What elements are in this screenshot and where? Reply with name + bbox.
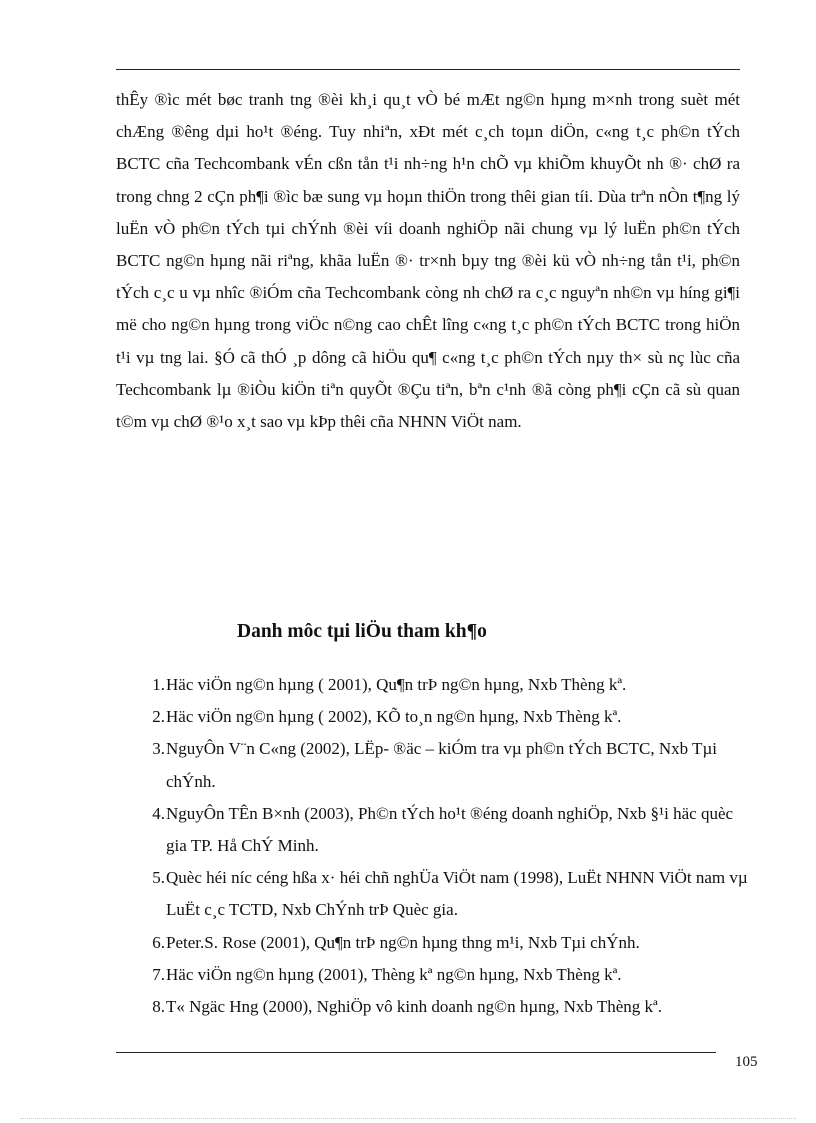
- reference-item: [128, 733, 748, 797]
- reference-text: T« Ngäc Hng (2000), NghiÖp vô kinh doanh ng©n hµng, Nxb Thèng kª.: [166, 997, 662, 1017]
- reference-text: Quèc héi níc céng hßa x· héi chñ nghÜa ViÖt nam (1998), LuËt NHNN ViÖt nam vµ LuËt c¸c TCTD, Nxb ChÝnh trÞ Quèc gia.: [166, 868, 748, 920]
- reference-text: NguyÔn TÊn B×nh (2003), Ph©n tÝch ho¹t ®éng doanh nghiÖp, Nxb §¹i häc quèc gia TP. Hå ChÝ Minh.: [166, 803, 734, 856]
- reference-item: [128, 798, 748, 862]
- reference-number: 7.: [152, 964, 165, 984]
- reference-item: [128, 669, 748, 701]
- references-heading: Danh môc tµi liÖu tham kh¶o: [237, 621, 487, 642]
- reference-text: Häc viÖn ng©n hµng ( 2002), KÕ to¸n ng©n hµng, Nxb Thèng kª.: [166, 707, 622, 727]
- reference-number: 5.: [152, 868, 165, 888]
- reference-number: 8.: [152, 997, 165, 1017]
- reference-item: [128, 701, 748, 733]
- header-rule: [116, 69, 740, 70]
- reference-number: 4.: [152, 803, 165, 823]
- references-list: [128, 669, 748, 1023]
- reference-number: 3.: [152, 739, 165, 759]
- page-edge-dotted-line: [20, 1118, 796, 1119]
- reference-number: 1.: [152, 675, 165, 694]
- body-paragraph: thÊy ®ìc mét bøc tranh tng ®èi kh¸i qu¸t vÒ bé mÆt ng©n hµng m×nh trong suèt mét chÆng ®êng dµi ho¹t ®éng. Tuy nhiªn, xÐt mét c¸ch toµn diÖn, c«ng t¸c ph©n tÝch BCTC cña Techcombank vÉn cßn tån t¹i nh÷ng h¹n chÕ vµ khiÕm khuyÕt nh ®· chØ ra trong chng 2 cÇn ph¶i ®ìc bæ sung vµ hoµn thiÖn trong thêi gian tíi. Dùa trªn nÒn t¶ng lý luËn vÒ ph©n tÝch tµi chÝnh ®èi víi doanh nghiÖp nãi chung vµ lý luËn ph©n tÝch BCTC ng©n hµng nãi riªng, khãa luËn ®· tr×nh bµy tng ®èi kü vÒ nh÷ng tån t¹i, ph©n tÝch c¸c u vµ nhîc ®iÓm cña Techcombank còng nh chØ ra c¸c nguyªn nh©n vµ híng gi¶i më cho ng©n hµng trong viÖc n©ng cao chÊt lîng c«ng t¸c ph©n tÝch BCTC trong hiÖn t¹i vµ tng lai. §Ó cã thÓ ¸p dông cã hiÖu qu¶ c«ng t¸c ph©n tÝch nµy th× sù nç lùc cña Techcombank lµ ®iÒu kiÖn tiªn quyÕt ®Çu tiªn, bªn c¹nh ®ã còng ph¶i cÇn cã sù quan t©m vµ chØ ®¹o x¸t sao vµ kÞp thêi cña NHNN ViÖt nam.: [116, 90, 740, 432]
- reference-item: [128, 991, 748, 1023]
- reference-text: Häc viÖn ng©n hµng (2001), Thèng kª ng©n hµng, Nxb Thèng kª.: [166, 964, 622, 984]
- reference-item: [128, 927, 748, 959]
- reference-text: Häc viÖn ng©n hµng ( 2001), Qu¶n trÞ ng©n hµng, Nxb Thèng kª.: [166, 675, 627, 694]
- reference-number: 6.: [152, 932, 165, 952]
- reference-item: [128, 862, 748, 926]
- reference-text: NguyÔn V¨n C«ng (2002), LËp- ®äc – kiÓm tra vµ ph©n tÝch BCTC, Nxb Tµi chÝnh.: [166, 739, 717, 791]
- page-number: 105: [735, 1054, 758, 1070]
- reference-item: [128, 959, 748, 991]
- reference-text: Peter.S. Rose (2001), Qu¶n trÞ ng©n hµng thng m¹i, Nxb Tµi chÝnh.: [166, 932, 640, 952]
- reference-number: 2.: [152, 707, 165, 727]
- footer-rule: [116, 1052, 716, 1053]
